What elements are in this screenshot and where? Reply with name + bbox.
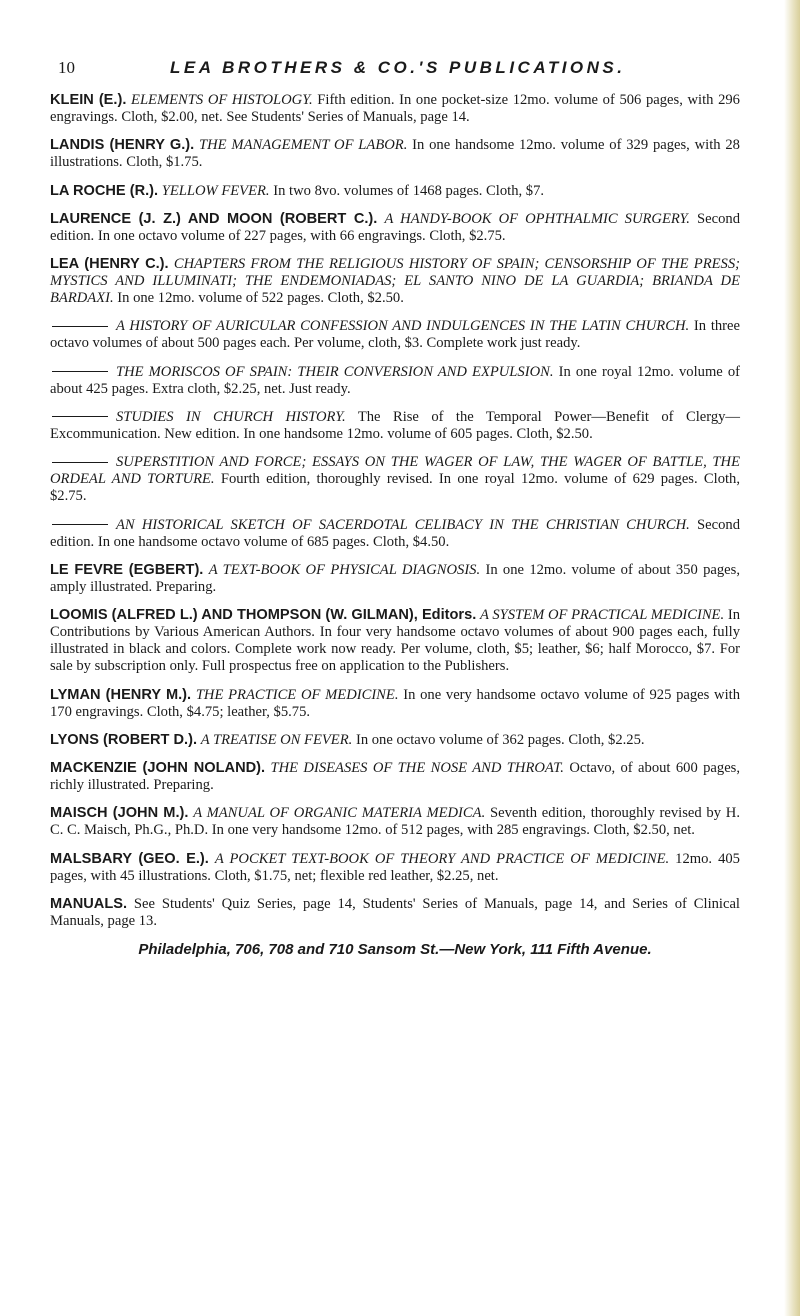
entry-list xyxy=(50,92,740,930)
entry-details: In one 12mo. volume of 522 pages. Cloth, $2.50. xyxy=(117,290,404,307)
entry-author: MANUALS. xyxy=(50,896,128,913)
entry-details: In one very handsome octavo volume of 925 pages with 170 engravings. Cloth, $4.75; leather, $5.75. xyxy=(50,686,740,720)
catalog-entry xyxy=(50,687,740,721)
entry-title: THE PRACTICE OF MEDICINE. xyxy=(195,686,399,703)
entry-title: A HISTORY OF AURICULAR CONFESSION AND INDULGENCES IN THE LATIN CHURCH. xyxy=(116,318,690,335)
publisher-address-footer: Philadelphia, 706, 708 and 710 Sansom St.—New York, 111 Fifth Avenue. xyxy=(138,941,652,959)
entry-author: KLEIN (E.). xyxy=(50,92,127,108)
entry-title: A MANUAL OF ORGANIC MATERIA MEDICA. xyxy=(193,805,486,822)
entry-details: See Students' Quiz Series, page 14, Students' Series of Manuals, page 14, and Series of Clinical Manuals, page 13. xyxy=(50,896,740,930)
entry-title: CHAPTERS FROM THE RELIGIOUS HISTORY OF SPAIN; CENSORSHIP OF THE PRESS; MYSTICS AND ILLUMINATI; THE ENDEMONIADAS; EL SANTO NINO DE LA GUARDIA; BRIANDA DE BARDAXI. xyxy=(50,256,740,307)
entry-title: STUDIES IN CHURCH HISTORY. xyxy=(116,409,346,426)
ditto-rule xyxy=(52,371,108,372)
entry-details: In Contributions by Various American Authors. In four very handsome octavo volumes of about 900 pages each, fully illustrated in black and colors. Complete work now ready. Per volume, cloth, $5; leather, $6; half Morocco, $7. For sale by subscription only. Full prospectus free on application to the Publishers. xyxy=(50,607,740,675)
catalog-entry xyxy=(50,562,740,596)
ditto-rule xyxy=(52,326,108,327)
catalog-entry xyxy=(50,517,740,551)
entry-title: YELLOW FEVER. xyxy=(161,182,270,199)
catalog-entry xyxy=(50,211,740,245)
entry-author: LANDIS (HENRY G.). xyxy=(50,137,195,154)
entry-details: In two 8vo. volumes of 1468 pages. Cloth, $7. xyxy=(273,182,545,199)
ditto-rule xyxy=(52,524,108,525)
entry-details: Octavo, of about 600 pages, richly illustrated. Preparing. xyxy=(50,760,741,794)
catalog-entry xyxy=(50,760,740,794)
entry-details: Fifth edition. In one pocket-size 12mo. volume of 506 pages, with 296 engravings. Cloth, $2.00, net. See Students' Series of Manuals, page 14. xyxy=(50,92,740,125)
catalog-entry xyxy=(50,409,740,443)
entry-title: SUPERSTITION AND FORCE; ESSAYS ON THE WAGER OF LAW, THE WAGER OF BATTLE, THE ORDEAL AND TORTURE. xyxy=(50,454,740,488)
catalog-entry xyxy=(50,607,740,675)
entry-details: In three octavo volumes of about 500 pages each. Per volume, cloth, $3. Complete work just ready. xyxy=(50,318,740,352)
catalog-entry xyxy=(50,896,740,930)
header-title: LEA BROTHERS & CO.'S PUBLICATIONS. xyxy=(170,58,626,77)
ditto-rule xyxy=(52,462,108,463)
running-header xyxy=(50,58,740,86)
entry-details: In one octavo volume of 362 pages. Cloth, $2.25. xyxy=(355,731,645,748)
entry-details: In one royal 12mo. volume of about 425 pages. Extra cloth, $2.25, net. Just ready. xyxy=(50,363,740,397)
catalog-entry xyxy=(50,256,740,307)
entry-author: LE FEVRE (EGBERT). xyxy=(50,561,204,578)
entry-title: A SYSTEM OF PRACTICAL MEDICINE. xyxy=(479,607,725,624)
entry-title: A TEXT-BOOK OF PHYSICAL DIAGNOSIS. xyxy=(208,561,481,578)
entry-title: AN HISTORICAL SKETCH OF SACERDOTAL CELIBACY IN THE CHRISTIAN CHURCH. xyxy=(116,516,690,533)
entry-details: Second edition. In one handsome octavo volume of 685 pages. Cloth, $4.50. xyxy=(50,516,740,550)
entry-author: MALSBARY (GEO. E.). xyxy=(50,850,209,867)
entry-title: THE MORISCOS OF SPAIN: THEIR CONVERSION AND EXPULSION. xyxy=(116,363,554,380)
entry-details: Second edition. In one octavo volume of 227 pages, with 66 engravings. Cloth, $2.75. xyxy=(50,210,740,244)
catalog-entry xyxy=(50,137,740,171)
entry-author: LYONS (ROBERT D.). xyxy=(50,731,198,748)
catalog-entry xyxy=(50,805,740,839)
entry-author: LOOMIS (ALFRED L.) AND THOMPSON (W. GILMAN), Editors. xyxy=(50,607,477,624)
entry-author: LAURENCE (J. Z.) AND MOON (ROBERT C.). xyxy=(50,210,378,227)
entry-title: A TREATISE ON FEVER. xyxy=(200,731,353,748)
entry-author: MAISCH (JOHN M.). xyxy=(50,805,189,822)
entry-author: LEA (HENRY C.). xyxy=(50,256,169,273)
entry-details: 12mo. 405 pages, with 45 illustrations. Cloth, $1.75, net; flexible red leather, $2.25, net. xyxy=(50,850,740,884)
entry-author: MACKENZIE (JOHN NOLAND). xyxy=(50,760,266,777)
page-edge-shadow xyxy=(784,0,800,1316)
catalog-entry xyxy=(50,183,740,200)
entry-title: ELEMENTS OF HISTOLOGY. xyxy=(131,92,313,108)
catalog-page xyxy=(50,58,740,958)
catalog-entry xyxy=(50,454,740,505)
entry-details: Seventh edition, thoroughly revised by H. C. C. Maisch, Ph.G., Ph.D. In one very handsome 12mo. of 512 pages, with 285 engravings. Cloth, $2.50, net. xyxy=(50,805,740,839)
catalog-entry xyxy=(50,851,740,885)
entry-author: LYMAN (HENRY M.). xyxy=(50,686,192,703)
entry-title: A POCKET TEXT-BOOK OF THEORY AND PRACTICE OF MEDICINE. xyxy=(214,850,670,867)
entry-title: THE MANAGEMENT OF LABOR. xyxy=(199,137,408,154)
catalog-entry xyxy=(50,732,740,749)
ditto-rule xyxy=(52,416,108,417)
catalog-entry xyxy=(50,364,740,398)
entry-details: The Rise of the Temporal Power—Benefit of Clergy—Excommunication. New edition. In one handsome 12mo. volume of 605 pages. Cloth, $2.50. xyxy=(50,409,741,443)
page-number: 10 xyxy=(58,58,75,77)
entry-details: In one handsome 12mo. volume of 329 pages, with 28 illustrations. Cloth, $1.75. xyxy=(50,137,740,171)
entry-title: THE DISEASES OF THE NOSE AND THROAT. xyxy=(270,760,564,777)
entry-author: LA ROCHE (R.). xyxy=(50,182,159,199)
entry-details: Fourth edition, thoroughly revised. In one royal 12mo. volume of 629 pages. Cloth, $2.75. xyxy=(50,471,740,505)
catalog-entry xyxy=(50,318,740,352)
entry-title: A HANDY-BOOK OF OPHTHALMIC SURGERY. xyxy=(384,210,690,227)
entry-details: In one 12mo. volume of about 350 pages, amply illustrated. Preparing. xyxy=(50,561,740,595)
catalog-entry xyxy=(50,92,740,126)
